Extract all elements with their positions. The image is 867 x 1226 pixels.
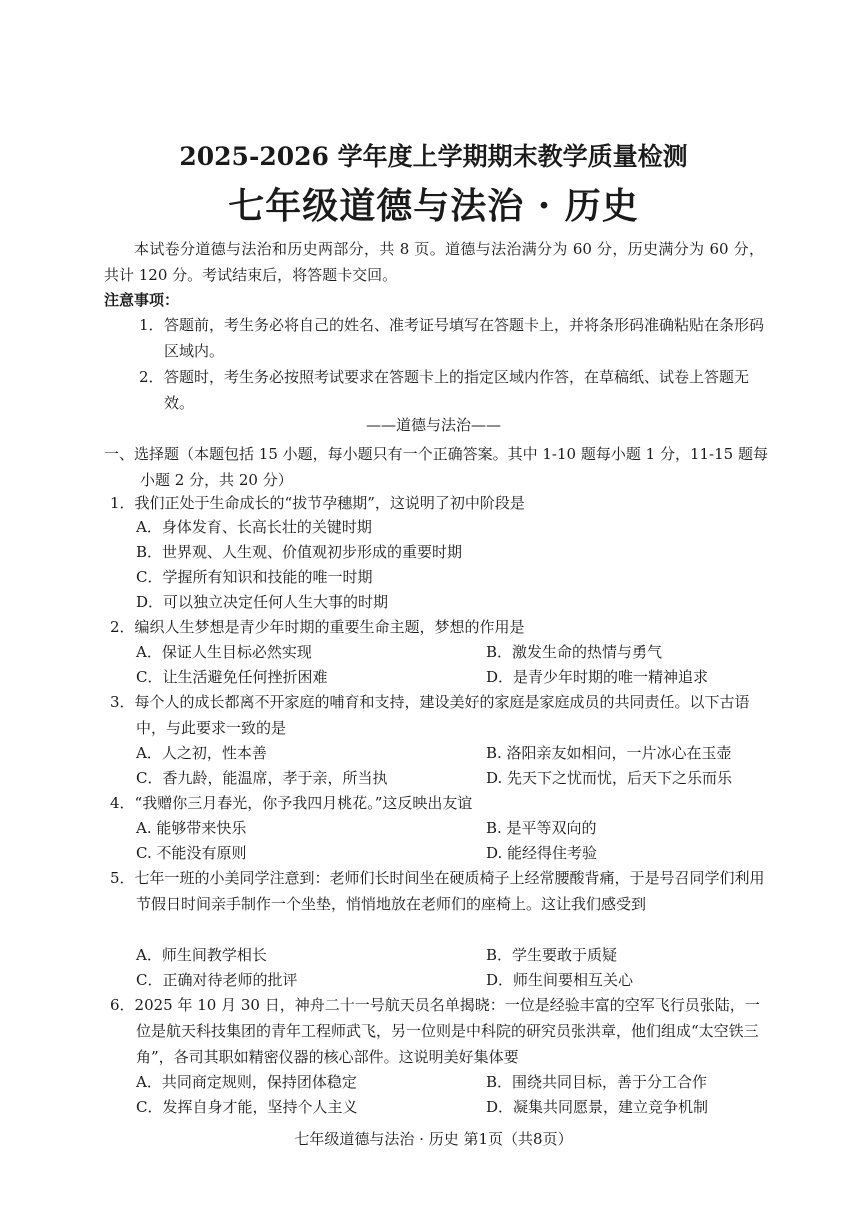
notice-item [139, 312, 765, 364]
question-6 [110, 992, 768, 1070]
question-stem: 4．“我赠你三月春光，你予我四月桃花。”这反映出友谊 [110, 794, 473, 812]
question-4 [110, 790, 768, 816]
option-b: B. 洛阳亲友如相问，一片冰心在玉壶 [486, 744, 732, 762]
option-c: C．让生活避免任何挫折困难 [136, 668, 328, 686]
exam-subject-title: 七年级道德与法治 · 历史 [228, 185, 639, 227]
question-stem: 3．每个人的成长都离不开家庭的哺育和支持，建设美好的家庭是家庭成员的共同责任。以下古语中，与此要求一致的是 [110, 693, 750, 737]
option-d: D. 先天下之忧而忧，后天下之乐而乐 [486, 769, 733, 787]
part-one-heading [104, 441, 768, 493]
exam-title: 2025-2026 学年度上学期期末教学质量检测 [179, 142, 688, 171]
option-b: B．学生要敢于质疑 [486, 946, 618, 964]
option-d: D．是青少年时期的唯一精神追求 [486, 668, 709, 686]
notice-heading: 注意事项： [104, 291, 180, 309]
option-a: A．师生间教学相长 [136, 946, 267, 964]
question-stem: 1．我们正处于生命成长的“拔节孕穗期”，这说明了初中阶段是 [110, 494, 525, 512]
question-3 [110, 689, 768, 741]
option-c: C. 不能没有原则 [136, 844, 247, 862]
exam-intro: 本试卷分道德与法治和历史两部分，共 8 页。道德与法治满分为 60 分，历史满分为 60 分，共计 120 分。考试结束后，将答题卡交回。 [104, 240, 764, 284]
option-a: A．保证人生目标必然实现 [136, 643, 312, 661]
notice-item [139, 364, 764, 416]
option-a: A. 能够带来快乐 [136, 819, 247, 837]
notice-item-number: 2． [139, 368, 164, 386]
question-2 [110, 614, 768, 640]
option-a: A．人之初，性本善 [136, 744, 267, 762]
notice-item-number: 1． [139, 316, 164, 334]
question-stem: 2．编织人生梦想是青少年时期的重要生命主题，梦想的作用是 [110, 618, 525, 636]
option-b: B. 是平等双向的 [486, 819, 597, 837]
option-c: C．学握所有知识和技能的唯一时期 [136, 568, 373, 586]
option-c: C．发挥自身才能，坚持个人主义 [136, 1098, 358, 1116]
option-d: D．凝集共同愿景，建立竞争机制 [486, 1098, 709, 1116]
question-stem: 5．七年一班的小美同学注意到：老师们长时间坐在硬质椅子上经常腰酸背痛，于是号召同学们利用节假日时间亲手制作一个坐垫，悄悄地放在老师们的座椅上。这让我们感受到 [110, 869, 765, 913]
option-a: A．身体发育、长高长壮的关键时期 [136, 518, 372, 536]
option-b: B．激发生命的热情与勇气 [486, 643, 663, 661]
notice-item-text: 答题前，考生务必将自己的姓名、准考证号填写在答题卡上，并将条形码准确粘贴在条形码区域内。 [164, 316, 765, 360]
option-c: C．正确对待老师的批评 [136, 971, 298, 989]
option-d: D．师生间要相互关心 [486, 971, 634, 989]
page-footer: 七年级道德与法治 · 历史 第1页（共8页） [294, 1130, 573, 1148]
question-stem: 6．2025 年 10 月 30 日，神舟二十一号航天员名单揭晓：一位是经验丰富的空军飞行员张陆，一位是航天科技集团的青年工程师武飞，另一位则是中科院的研究员张洪章，他们组成“太空铁三角”，各司其职如精密仪器的核心部件。这说明美好集体要 [110, 996, 760, 1066]
question-5 [110, 865, 768, 917]
question-1 [110, 490, 768, 516]
option-c: C．香九龄，能温席，孝于亲，所当执 [136, 769, 388, 787]
section-title: ——道德与法治—— [365, 416, 501, 434]
option-d: D. 能经得住考验 [486, 844, 598, 862]
option-b: B．世界观、人生观、价值观初步形成的重要时期 [136, 543, 463, 561]
option-a: A．共同商定规则，保持团体稳定 [136, 1073, 357, 1091]
part-one-text: 一、选择题（本题包括 15 小题，每小题只有一个正确答案。其中 1-10 题每小题 1 分，11-15 题每小题 2 分，共 20 分） [104, 445, 768, 489]
notice-item-text: 答题时，考生务必按照考试要求在答题卡上的指定区域内作答，在草稿纸、试卷上答题无效。 [164, 368, 750, 412]
option-b: B．围绕共同目标，善于分工合作 [486, 1073, 708, 1091]
option-d: D．可以独立决定任何人生大事的时期 [136, 593, 389, 611]
